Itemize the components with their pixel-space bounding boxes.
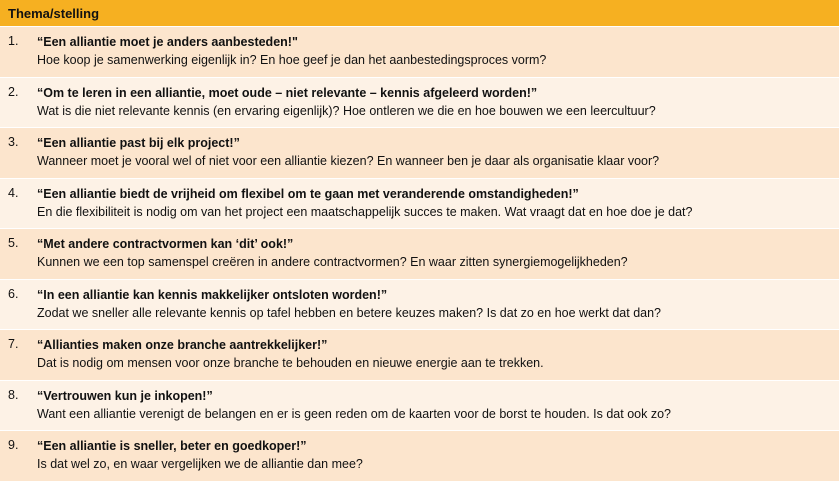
question-text: Wanneer moet je vooral wel of niet voor een alliantie kiezen? En wanneer ben je daar als organisatie klaar voor? <box>37 154 660 168</box>
statement-text: “Met andere contractvormen kan ‘dit’ ook!” <box>37 237 294 251</box>
row-number: 1. <box>8 34 19 48</box>
table-row <box>0 229 839 280</box>
row-number: 8. <box>8 387 19 402</box>
table-row <box>0 179 839 230</box>
question-text: Is dat wel zo, en waar vergelijken we de alliantie dan mee? <box>37 457 363 471</box>
row-number: 7. <box>8 337 19 351</box>
question-text: Want een alliantie verenigt de belangen en er is geen reden om de kaarten voor de borst te houden. Is dat ook zo? <box>37 406 671 421</box>
question-text: En die flexibiliteit is nodig om van het project een maatschappelijk succes te maken. Wat vraagt dat en hoe doe je dat? <box>37 204 693 219</box>
statement-text: “In een alliantie kan kennis makkelijker ontsloten worden!” <box>37 287 388 302</box>
table-row <box>0 128 839 179</box>
row-number: 3. <box>8 135 19 149</box>
table-header: Thema/stelling <box>0 0 839 27</box>
table-row <box>0 27 839 78</box>
statement-text: “Allianties maken onze branche aantrekkelijker!” <box>37 338 328 352</box>
row-content <box>37 431 839 481</box>
row-number: 9. <box>8 438 19 452</box>
statement-text: “Een alliantie moet je anders aanbesteden!" <box>37 35 298 49</box>
statement-text: “Een alliantie biedt de vrijheid om flexibel om te gaan met veranderende omstandigheden!” <box>37 186 579 201</box>
table-row <box>0 78 839 129</box>
table-body <box>0 27 839 483</box>
row-content <box>37 381 839 431</box>
row-number: 5. <box>8 236 19 250</box>
table-row <box>0 381 839 432</box>
question-text: Dat is nodig om mensen voor onze branche te behouden en nieuwe energie aan te trekken. <box>37 356 544 370</box>
row-content <box>37 330 839 380</box>
question-text: Wat is die niet relevante kennis (en ervaring eigenlijk)? Hoe ontleren we die en hoe bouwen we een leercultuur? <box>37 103 656 118</box>
statement-text: “Om te leren in een alliantie, moet oude – niet relevante – kennis afgeleerd worden!” <box>37 85 538 100</box>
row-content <box>37 27 839 77</box>
row-number: 4. <box>8 185 19 200</box>
row-content <box>37 78 839 128</box>
row-content <box>37 280 839 330</box>
table-row <box>0 330 839 381</box>
statement-text: “Een alliantie is sneller, beter en goedkoper!” <box>37 439 307 453</box>
table-row <box>0 280 839 331</box>
table-row <box>0 431 839 482</box>
question-text: Kunnen we een top samenspel creëren in andere contractvormen? En waar zitten synergiemogelijkheden? <box>37 255 628 269</box>
statement-text: “Een alliantie past bij elk project!” <box>37 136 240 150</box>
question-text: Zodat we sneller alle relevante kennis op tafel hebben en betere keuzes maken? Is dat zo en hoe werkt dat dan? <box>37 305 662 320</box>
row-content <box>37 128 839 178</box>
row-content <box>37 179 839 229</box>
row-number: 2. <box>8 84 19 99</box>
row-content <box>37 229 839 279</box>
row-number: 6. <box>8 286 19 301</box>
question-text: Hoe koop je samenwerking eigenlijk in? En hoe geef je dan het aanbestedingsproces vorm? <box>37 53 547 67</box>
statement-text: “Vertrouwen kun je inkopen!” <box>37 388 213 403</box>
